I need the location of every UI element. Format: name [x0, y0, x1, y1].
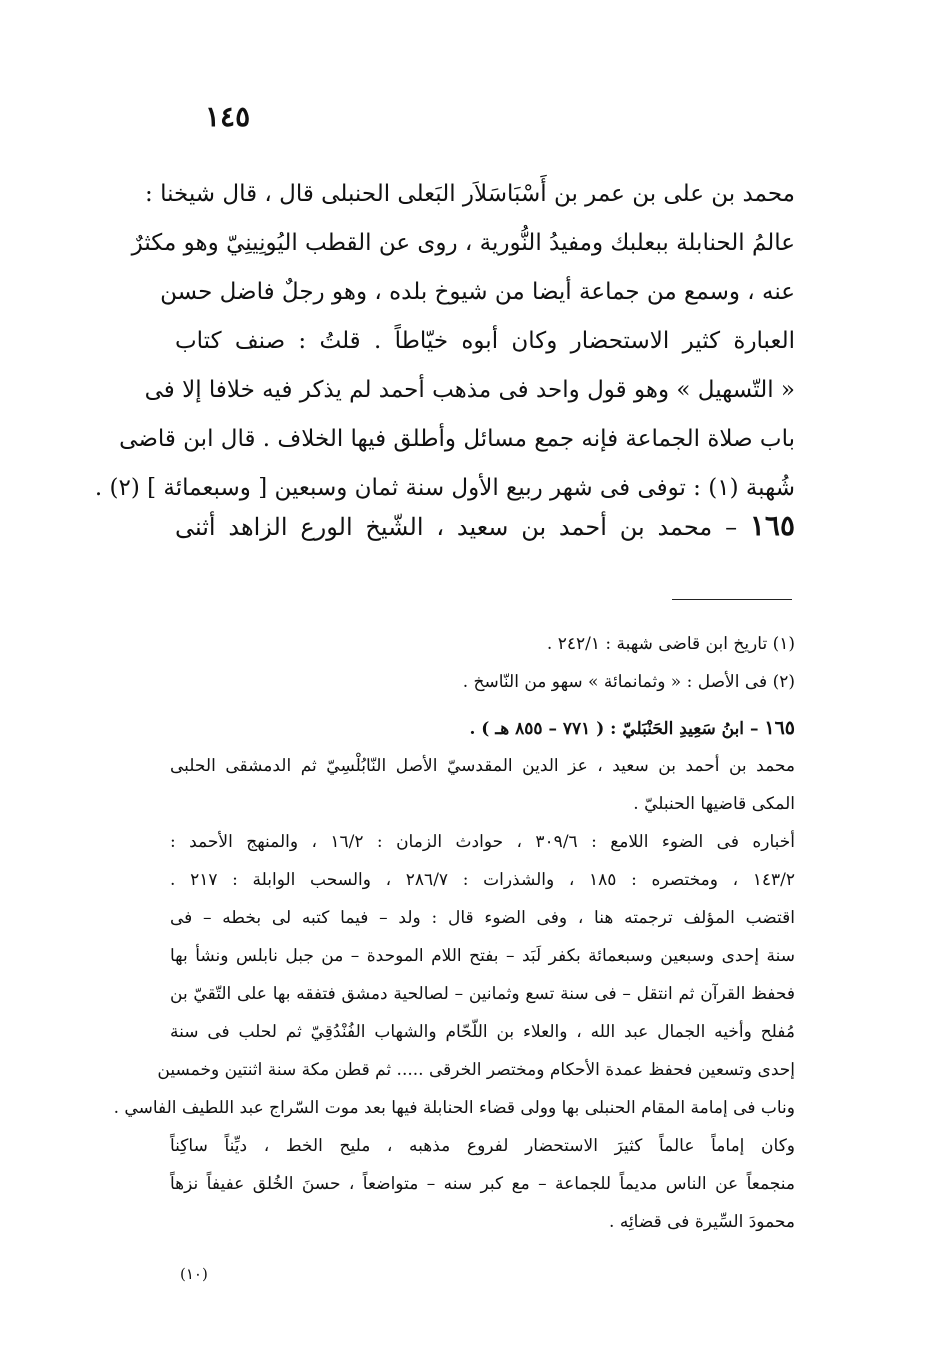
signature-mark: (١٠) — [180, 1265, 208, 1283]
main-text-line: محمد بن على بن عمر بن أَسْبَاسَلاَر البَعلى الحنبلى قال ، قال شيخنا : — [145, 181, 795, 207]
page-number: ١٤٥ — [205, 100, 251, 133]
bio-note-line: المكى قاضيها الحنبليّ . — [633, 794, 795, 814]
main-text-line: العبارة كثير الاستحضار وكان أبوه خيّاطاً . قلتُ : صنف كتاب — [175, 328, 795, 354]
footnote-divider — [672, 599, 792, 600]
bio-note-line: ١٤٣/٢ ، ومختصره : ١٨٥ ، والشذرات : ٢٨٦/٧ ، والسحب الوابلة : ٢١٧ . — [170, 870, 796, 890]
main-text-line: عالمُ الحنابلة ببعلبك ومفيدُ النُّورية ، روى عن القطب اليُونِينِيّ وهو مكثرٌ — [131, 230, 795, 256]
main-text-line: « التّسهيل » وهو قول واحد فى مذهب أحمد لم يذكر فيه خلافا إلا فى — [144, 377, 795, 403]
main-text-line: باب صلاة الجماعة فإنه جمع مسائل وأطلق فيها الخلاف . قال ابن قاضى — [119, 426, 795, 452]
bio-note-line: سنة إحدى وسبعين وسبعمائة بكفر لَبَد – بفتح اللام الموحدة – من جبل نابلس ونشأ بها — [170, 946, 795, 966]
bio-note-line: إحدى وتسعين فحفظ عمدة الأحكام ومختصر الخرقى ..... ثم قطن مكة سنة اثنتين وخمسين — [157, 1060, 795, 1080]
footnotes — [113, 625, 796, 1241]
footnote: (١) تاريخ ابن قاضى شهبة : ٢٤٢/١ . — [546, 634, 795, 654]
bio-note-heading — [170, 709, 795, 747]
entry-dash: – — [725, 513, 738, 541]
bio-note-line: محمودَ السِّيرة فى قضائِه . — [609, 1212, 795, 1232]
bio-note-line: أخباره فى الضوء اللامع : ٣٠٩/٦ ، حوادث الزمان : ١٦/٢ ، والمنهج الأحمد : — [170, 832, 796, 852]
entry-text: محمد بن أحمد بن سعيد ، الشّيخ الورع الزاهد أثنى — [175, 513, 713, 541]
bio-note-heading-text: – ابنُ سَعِيدِ الحَنْبَليّ : ( ٧٧١ – ٨٥٥ هـ ) . — [469, 719, 759, 739]
bio-note-line: وكان إماماً عالماً كثيرَ الاستحضار لفروع مذهبه ، مليح الخط ، ديِّناً ساكِناً — [170, 1136, 795, 1156]
bio-note-line: وناب فى إمامة المقام الحنبلى بها وولى قضاء الحنابلة فيها بعد موت السّراج عبد اللطيف الفاسي . — [113, 1098, 795, 1118]
entry-heading — [175, 506, 795, 547]
bio-note-number: ١٦٥ — [764, 717, 795, 739]
entry-number: ١٦٥ — [749, 509, 795, 542]
main-text — [94, 170, 795, 513]
main-text-line: عنه ، وسمع من جماعة أيضا من شيوخ بلده ، وهو رجلٌ فاضل حسن — [160, 279, 795, 305]
bio-note-line: اقتضب المؤلف ترجمته هنا ، وفى الضوء قال : ولد – فيما كتبه لى بخطه – فى — [170, 908, 795, 928]
bio-note-line: مُفلح وأخيه الجمال عبد الله ، والعلاء بن اللّحّام والشهاب الفُنْدُقِيّ ثم لحلب فى سنة — [170, 1022, 795, 1042]
bio-note-line: فحفظ القرآن ثم انتقل – فى سنة تسع وثمانين – لصالحية دمشق فتفقه بها على التّقيّ بن — [170, 984, 795, 1004]
bio-note-line: منجمعاً عن الناس مديماً للجماعة – مع كبر سنه – متواضعاً ، حسنَ الخُلق عفيفاً نزهاً — [170, 1174, 795, 1194]
main-text-line: شُهبة (١) : توفى فى شهر ربيع الأول سنة ثمان وسبعين [ وسبعمائة ] (٢) . — [94, 475, 795, 501]
footnote: (٢) فى الأصل : « وثمانمائة » سهو من النّاسخ . — [462, 672, 795, 692]
bio-note-line: محمد بن أحمد بن سعيد ، عز الدين المقدسيّ الأصل النّابُلْسِيّ ثم الدمشقى الحلبى — [170, 756, 795, 776]
